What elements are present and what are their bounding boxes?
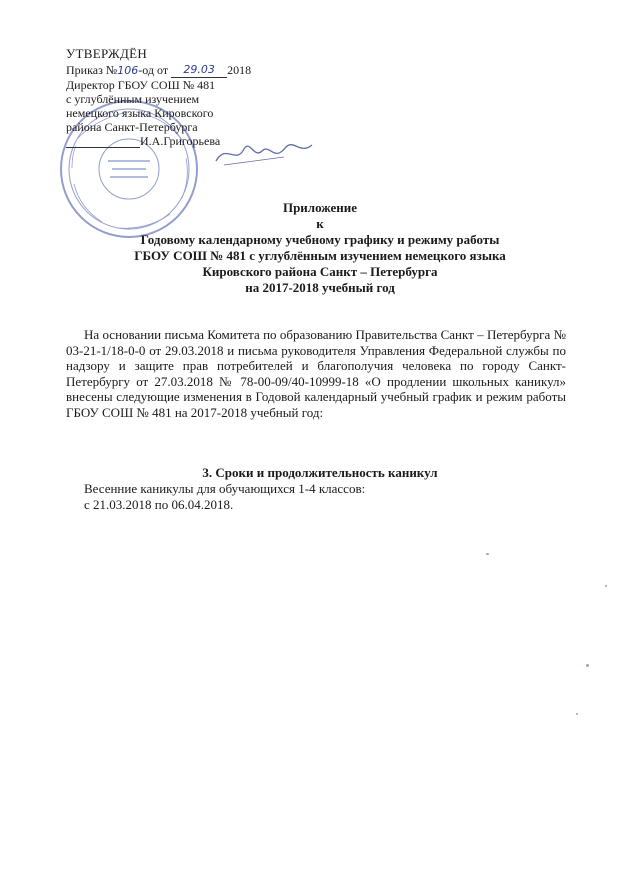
document-heading (40, 200, 600, 296)
heading-line-1: Приложение (282, 200, 358, 215)
heading-line-5: Кировского района Санкт – Петербурга (202, 264, 438, 279)
approval-block (66, 47, 296, 148)
heading-line-4: ГБОУ СОШ № 481 с углублённым изучением немецкого языка (134, 248, 506, 263)
school-line-3: района Санкт-Петербурга (66, 120, 198, 134)
heading-line-6: на 2017-2018 учебный год (245, 280, 395, 295)
approval-title: УТВЕРЖДЁН (66, 46, 148, 61)
director-line: Директор ГБОУ СОШ № 481 (66, 78, 216, 92)
section-title: 3. Сроки и продолжительность каникул (202, 465, 438, 480)
scan-speck (605, 585, 607, 587)
director-name: И.А.Григорьева (140, 134, 221, 148)
school-line-2: немецкого языка Кировского (66, 106, 214, 120)
order-year: 2018 (227, 63, 252, 77)
vacation-line: Весенние каникулы для обучающихся 1-4 классов: (84, 481, 366, 496)
director-name-line (66, 134, 296, 148)
scan-speck (576, 713, 578, 715)
order-line (66, 62, 296, 78)
order-number: 106 (117, 64, 139, 77)
school-line-1: с углублённым изучением (66, 92, 200, 106)
order-prefix: Приказ № (66, 63, 118, 77)
heading-line-3: Годовому календарному учебному графику и режиму работы (140, 232, 500, 247)
vacation-dates: с 21.03.2018 по 06.04.2018. (84, 497, 234, 512)
body-paragraph: На основании письма Комитета по образованию Правительства Санкт – Петербурга № 03-21-1/18-0-0 от 29.03.2018 и письма руководителя Управления Федеральной службы по надзору и защите прав потребителей и благополучия человека по городу Санкт-Петербургу от 27.03.2018 № 78-00-09/40-10999-18 «О продлении школьных каникул» внесены следующие изменения в Годовой календарный учебный график и режим работы ГБОУ СОШ № 481 на 2017-2018 учебный год: (66, 327, 566, 420)
heading-line-2: к (316, 216, 324, 231)
order-mid: -од от (138, 63, 169, 77)
scan-speck (586, 664, 589, 667)
scan-speck (486, 553, 489, 555)
order-date: 29.03 (183, 63, 215, 76)
